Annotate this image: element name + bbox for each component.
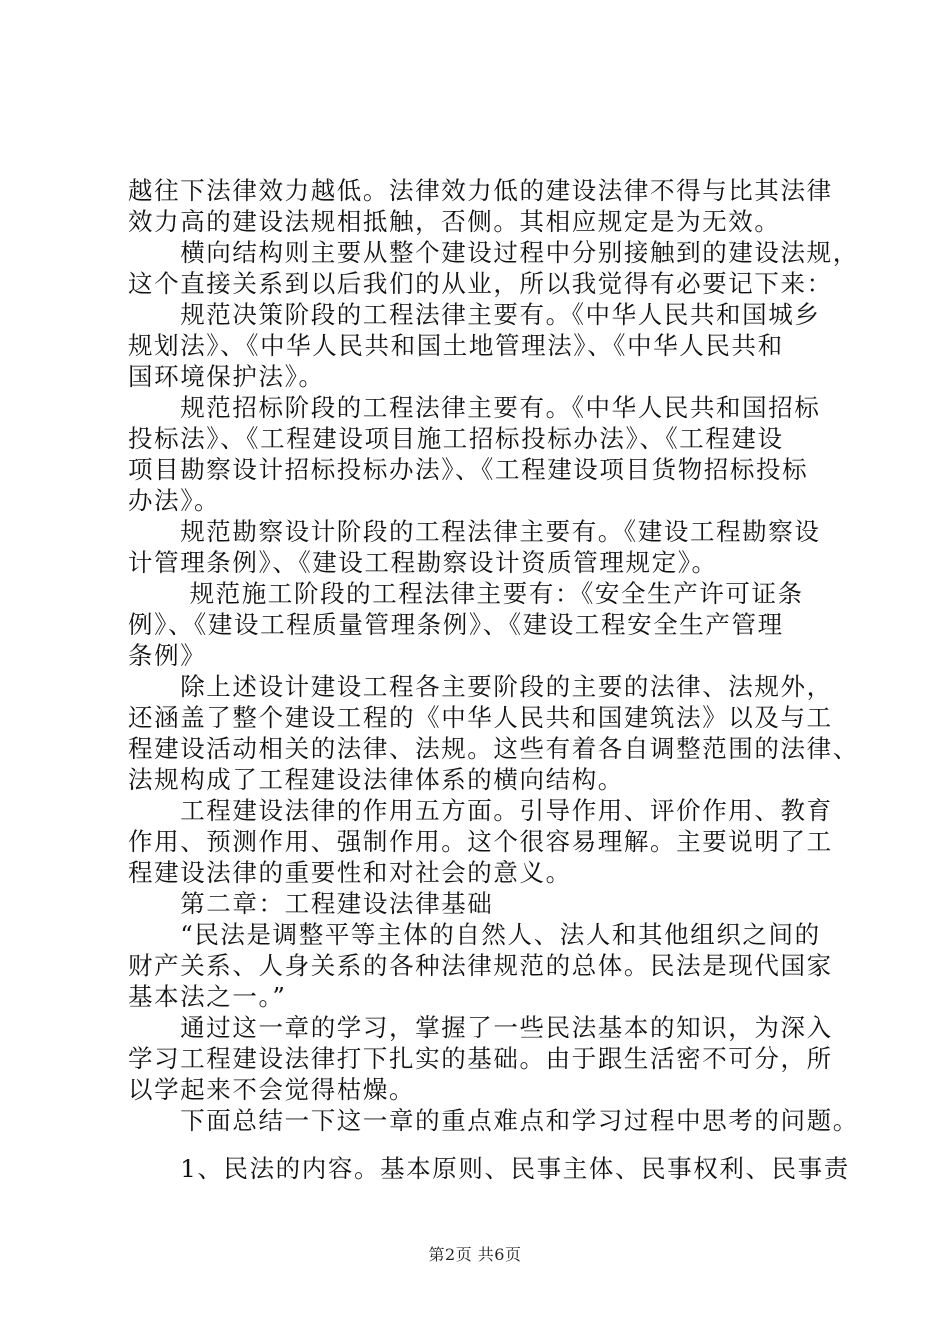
text-line: 规范施工阶段的工程法律主要有：《安全生产许可证条 [128, 579, 804, 608]
text-line: 1、民法的内容。基本原则、民事主体、民事权利、民事责 [128, 1154, 850, 1183]
text-line: 规划法》、《中华人民共和国土地管理法》、《中华人民共和 [128, 331, 784, 360]
text-line: 规范决策阶段的工程法律主要有。《中华人民共和国城乡 [128, 300, 821, 329]
text-line: 财产关系、人身关系的各种法律规范的总体。民法是现代国家 [128, 951, 833, 980]
text-line: 还涵盖了整个建设工程的《中华人民共和国建筑法》以及与工 [128, 703, 833, 732]
text-line: 办法》。 [128, 486, 221, 515]
text-line: 越往下法律效力越低。法律效力低的建设法律不得与比其法律 [128, 176, 833, 205]
text-line: 规范勘察设计阶段的工程法律主要有。《建设工程勘察设 [128, 517, 821, 546]
text-line: 例》、《建设工程质量管理条例》、《建设工程安全生产管理 [128, 610, 784, 639]
text-line: 这个直接关系到以后我们的从业，所以我觉得有必要记下来： [128, 269, 833, 298]
page-number-footer: 第2页 共6页 [428, 1245, 522, 1264]
text-line: 学习工程建设法律打下扎实的基础。由于跟生活密不可分，所 [128, 1044, 833, 1073]
text-line: 条例》 [128, 641, 207, 670]
text-line: 投标法》、《工程建设项目施工招标投标办法》、《工程建设 [128, 424, 784, 453]
text-line: 国环境保护法》。 [128, 362, 325, 391]
text-line: “民法是调整平等主体的自然人、法人和其他组织之间的 [128, 920, 821, 949]
text-line: 工程建设法律的作用五方面。引导作用、评价作用、教育 [128, 796, 833, 825]
text-line: 程建设法律的重要性和对社会的意义。 [128, 858, 572, 887]
text-line: 法规构成了工程建设法律体系的横向结构。 [128, 765, 624, 794]
text-line: 横向结构则主要从整个建设过程中分别接触到的建设法规， [128, 238, 859, 267]
text-line: 以学起来不会觉得枯燥。 [128, 1075, 416, 1104]
text-line: 规范招标阶段的工程法律主要有。《中华人民共和国招标 [128, 393, 821, 422]
text-line: 效力高的建设法规相抵触，否侧。其相应规定是为无效。 [128, 207, 781, 236]
text-line: 程建设活动相关的法律、法规。这些有着各自调整范围的法律、 [128, 734, 859, 763]
text-line: 除上述设计建设工程各主要阶段的主要的法律、法规外， [128, 672, 833, 701]
text-line: 下面总结一下这一章的重点难点和学习过程中思考的问题。 [128, 1106, 859, 1135]
text-line: 通过这一章的学习，掌握了一些民法基本的知识，为深入 [128, 1013, 833, 1042]
text-line: 计管理条例》、《建设工程勘察设计资质管理规定》。 [128, 548, 718, 577]
text-line: 项目勘察设计招标投标办法》、《工程建设项目货物招标投标 [128, 455, 809, 484]
chapter-heading: 第二章：工程建设法律基础 [128, 889, 494, 918]
text-line: 基本法之一。” [128, 982, 287, 1011]
text-line: 作用、预测作用、强制作用。这个很容易理解。主要说明了工 [128, 827, 833, 856]
